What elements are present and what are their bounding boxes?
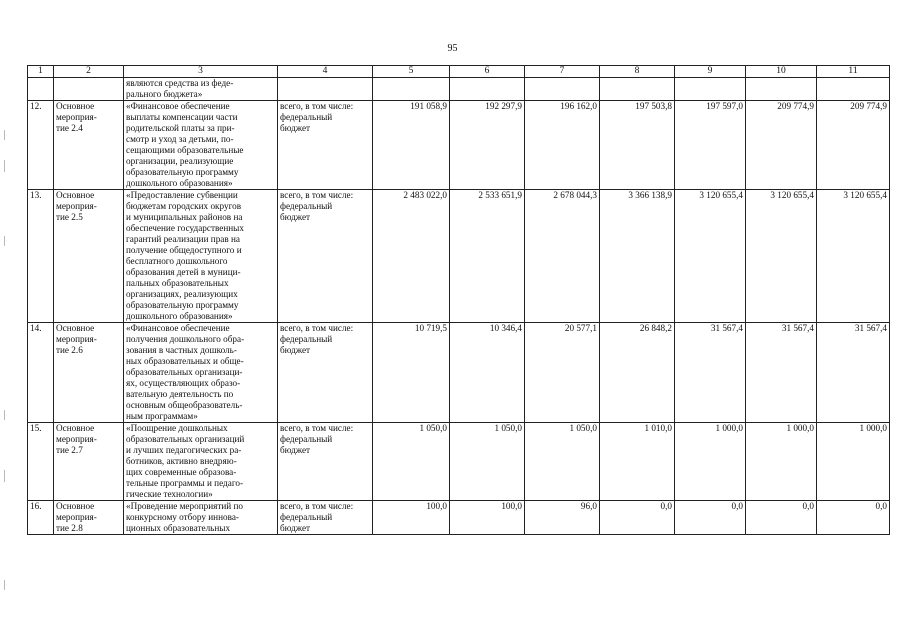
cell-text-line: рального бюджета» bbox=[126, 89, 203, 99]
value-cell: 10 719,5 bbox=[373, 323, 450, 423]
cell-text-line: основным общеобразователь- bbox=[126, 400, 243, 410]
cell-text-line: Основное bbox=[56, 190, 95, 200]
funding-source bbox=[278, 423, 373, 501]
page-number: 95 bbox=[447, 43, 458, 54]
cell-empty bbox=[54, 78, 124, 101]
cell-text-line: тие 2.7 bbox=[56, 445, 83, 455]
cell-text-line: всего, в том числе: bbox=[280, 423, 354, 433]
table-row bbox=[28, 101, 890, 190]
cell-empty bbox=[746, 78, 817, 101]
cell-empty bbox=[817, 78, 890, 101]
event-name bbox=[54, 501, 124, 535]
row-number: 16. bbox=[28, 501, 54, 535]
cell-text-line: гические технологии» bbox=[126, 489, 213, 499]
event-name bbox=[54, 423, 124, 501]
cell-text-line: всего, в том числе: bbox=[280, 101, 354, 111]
column-number-header: 9 bbox=[675, 66, 746, 78]
scan-margin-mark bbox=[4, 160, 5, 172]
scan-margin-mark bbox=[4, 236, 5, 246]
row-number: 13. bbox=[28, 190, 54, 323]
cell-text-line: бюджет bbox=[280, 445, 311, 455]
cell-text-line: «Проведение мероприятий по bbox=[126, 501, 244, 511]
cell-text-line: федеральный bbox=[280, 112, 333, 122]
cell-text-line: мероприя- bbox=[56, 201, 97, 211]
value-cell: 197 597,0 bbox=[675, 101, 746, 190]
event-name bbox=[54, 323, 124, 423]
cell-text-line: Основное bbox=[56, 501, 95, 511]
cell-text-line: родительской платы за при- bbox=[126, 123, 235, 133]
scan-margin-mark bbox=[4, 580, 5, 590]
cell-empty bbox=[373, 78, 450, 101]
cell-text-line: получения дошкольного обра- bbox=[126, 334, 245, 344]
value-cell: 26 848,2 bbox=[600, 323, 675, 423]
cell-text-line: дошкольного образования» bbox=[126, 311, 233, 321]
column-number-header: 10 bbox=[746, 66, 817, 78]
cell-text-line: ях, осуществляющих образо- bbox=[126, 378, 241, 388]
column-number-header: 6 bbox=[450, 66, 525, 78]
cell-text-line: гарантий реализации прав на bbox=[126, 234, 240, 244]
cell-text-line: дошкольного образования» bbox=[126, 178, 233, 188]
value-cell: 0,0 bbox=[746, 501, 817, 535]
cell-text-line: конкурсному отбору иннова- bbox=[126, 512, 239, 522]
value-cell: 3 366 138,9 bbox=[600, 190, 675, 323]
cell-text-line: ных образовательных и обще- bbox=[126, 356, 244, 366]
value-cell: 3 120 655,4 bbox=[817, 190, 890, 323]
cell-text-line: смотр и уход за детьми, по- bbox=[126, 134, 234, 144]
cell-empty bbox=[600, 78, 675, 101]
cell-text-line: и муниципальных районов на bbox=[126, 212, 243, 222]
funding-source bbox=[278, 190, 373, 323]
cell-text-line: организации, реализующие bbox=[126, 156, 234, 166]
cell-text-line: бюджет bbox=[280, 212, 311, 222]
event-description bbox=[124, 101, 278, 190]
cell-text-line: организациях, реализующих bbox=[126, 289, 238, 299]
value-cell: 209 774,9 bbox=[746, 101, 817, 190]
cell-text-line: «Финансовое обеспечение bbox=[126, 323, 230, 333]
cell-text-line: «Поощрение дошкольных bbox=[126, 423, 228, 433]
value-cell: 3 120 655,4 bbox=[675, 190, 746, 323]
cell-text-line: вательную деятельность по bbox=[126, 389, 234, 399]
cell-text-line: пальных образовательных bbox=[126, 278, 229, 288]
cell-text-line: Основное bbox=[56, 323, 95, 333]
cell-empty bbox=[450, 78, 525, 101]
value-cell: 1 050,0 bbox=[373, 423, 450, 501]
column-number-header: 4 bbox=[278, 66, 373, 78]
cell-text-line: получение общедоступного и bbox=[126, 245, 242, 255]
value-cell: 31 567,4 bbox=[746, 323, 817, 423]
table-row bbox=[28, 323, 890, 423]
value-cell: 0,0 bbox=[600, 501, 675, 535]
event-description bbox=[124, 190, 278, 323]
value-cell: 2 483 022,0 bbox=[373, 190, 450, 323]
event-name bbox=[54, 101, 124, 190]
cell-text-line: бюджет bbox=[280, 523, 311, 533]
event-description bbox=[124, 423, 278, 501]
value-cell: 2 533 651,9 bbox=[450, 190, 525, 323]
funding-source bbox=[278, 101, 373, 190]
value-cell: 192 297,9 bbox=[450, 101, 525, 190]
cell-text-line: тельные программы и педаго- bbox=[126, 478, 244, 488]
cell-empty bbox=[278, 78, 373, 101]
cell-text-line: обеспечение государственных bbox=[126, 223, 244, 233]
column-number-header: 11 bbox=[817, 66, 890, 78]
column-number-header: 7 bbox=[525, 66, 600, 78]
value-cell: 1 050,0 bbox=[450, 423, 525, 501]
value-cell: 1 050,0 bbox=[525, 423, 600, 501]
value-cell: 96,0 bbox=[525, 501, 600, 535]
cell-text-line: образовательную программу bbox=[126, 167, 239, 177]
cell-text-line: федеральный bbox=[280, 334, 333, 344]
continuation-row bbox=[28, 78, 890, 101]
cell-empty bbox=[675, 78, 746, 101]
cell-text-line: мероприя- bbox=[56, 334, 97, 344]
value-cell: 209 774,9 bbox=[817, 101, 890, 190]
value-cell: 100,0 bbox=[450, 501, 525, 535]
value-cell: 31 567,4 bbox=[675, 323, 746, 423]
event-description bbox=[124, 323, 278, 423]
funding-source bbox=[278, 323, 373, 423]
cell-text-line: федеральный bbox=[280, 512, 333, 522]
cell-text-line: «Финансовое обеспечение bbox=[126, 101, 230, 111]
cell-text-line: зования в частных дошколь- bbox=[126, 345, 237, 355]
cell-text-line: всего, в том числе: bbox=[280, 501, 354, 511]
cell-text-line: Основное bbox=[56, 423, 95, 433]
cell-text-line: ным программам» bbox=[126, 411, 198, 421]
value-cell: 10 346,4 bbox=[450, 323, 525, 423]
cell-text-line: мероприя- bbox=[56, 512, 97, 522]
value-cell: 31 567,4 bbox=[817, 323, 890, 423]
row-number: 14. bbox=[28, 323, 54, 423]
cell-text-line: тие 2.8 bbox=[56, 523, 83, 533]
column-number-header: 8 bbox=[600, 66, 675, 78]
cell-empty bbox=[28, 78, 54, 101]
cell-text-line: образования детей в муници- bbox=[126, 267, 241, 277]
value-cell: 1 000,0 bbox=[746, 423, 817, 501]
continuation-description bbox=[124, 78, 278, 101]
value-cell: 191 058,9 bbox=[373, 101, 450, 190]
cell-text-line: образовательных организаци- bbox=[126, 367, 243, 377]
scan-margin-mark bbox=[4, 410, 5, 420]
cell-text-line: ботников, активно внедряю- bbox=[126, 456, 237, 466]
cell-text-line: щих современные образова- bbox=[126, 467, 237, 477]
value-cell: 0,0 bbox=[817, 501, 890, 535]
value-cell: 20 577,1 bbox=[525, 323, 600, 423]
cell-text-line: тие 2.5 bbox=[56, 212, 83, 222]
column-number-header: 5 bbox=[373, 66, 450, 78]
value-cell: 196 162,0 bbox=[525, 101, 600, 190]
event-name bbox=[54, 190, 124, 323]
cell-empty bbox=[525, 78, 600, 101]
cell-text-line: федеральный bbox=[280, 201, 333, 211]
cell-text-line: ционных образовательных bbox=[126, 523, 231, 533]
value-cell: 0,0 bbox=[675, 501, 746, 535]
value-cell: 2 678 044,3 bbox=[525, 190, 600, 323]
value-cell: 3 120 655,4 bbox=[746, 190, 817, 323]
cell-text-line: Основное bbox=[56, 101, 95, 111]
cell-text-line: всего, в том числе: bbox=[280, 323, 354, 333]
cell-text-line: тие 2.4 bbox=[56, 123, 83, 133]
column-number-header: 1 bbox=[28, 66, 54, 78]
value-cell: 1 000,0 bbox=[817, 423, 890, 501]
budget-table bbox=[27, 65, 890, 535]
table-row bbox=[28, 423, 890, 501]
value-cell: 100,0 bbox=[373, 501, 450, 535]
row-number: 15. bbox=[28, 423, 54, 501]
cell-text-line: тие 2.6 bbox=[56, 345, 83, 355]
cell-text-line: образовательных организаций bbox=[126, 434, 245, 444]
scan-margin-mark bbox=[4, 470, 5, 482]
table-body bbox=[28, 66, 890, 535]
cell-text-line: и лучших педагогических ра- bbox=[126, 445, 242, 455]
cell-text-line: выплаты компенсации части bbox=[126, 112, 238, 122]
cell-text-line: всего, в том числе: bbox=[280, 190, 354, 200]
cell-text-line: мероприя- bbox=[56, 434, 97, 444]
value-cell: 1 010,0 bbox=[600, 423, 675, 501]
funding-source bbox=[278, 501, 373, 535]
table-row bbox=[28, 190, 890, 323]
table-row bbox=[28, 501, 890, 535]
cell-text-line: мероприя- bbox=[56, 112, 97, 122]
cell-text-line: бюджет bbox=[280, 345, 311, 355]
header-row bbox=[28, 66, 890, 78]
event-description bbox=[124, 501, 278, 535]
cell-text-line: бесплатного дошкольного bbox=[126, 256, 228, 266]
cell-text-line: бюджет bbox=[280, 123, 311, 133]
column-number-header: 3 bbox=[124, 66, 278, 78]
cell-text-line: образовательную программу bbox=[126, 300, 239, 310]
value-cell: 1 000,0 bbox=[675, 423, 746, 501]
cell-text-line: федеральный bbox=[280, 434, 333, 444]
cell-text-line: «Предоставление субвенции bbox=[126, 190, 238, 200]
column-number-header: 2 bbox=[54, 66, 124, 78]
cell-text-line: бюджетам городских округов bbox=[126, 201, 242, 211]
scan-margin-mark bbox=[4, 130, 5, 140]
cell-text-line: являются средства из феде- bbox=[126, 78, 234, 88]
row-number: 12. bbox=[28, 101, 54, 190]
cell-text-line: сещающими образовательные bbox=[126, 145, 244, 155]
value-cell: 197 503,8 bbox=[600, 101, 675, 190]
